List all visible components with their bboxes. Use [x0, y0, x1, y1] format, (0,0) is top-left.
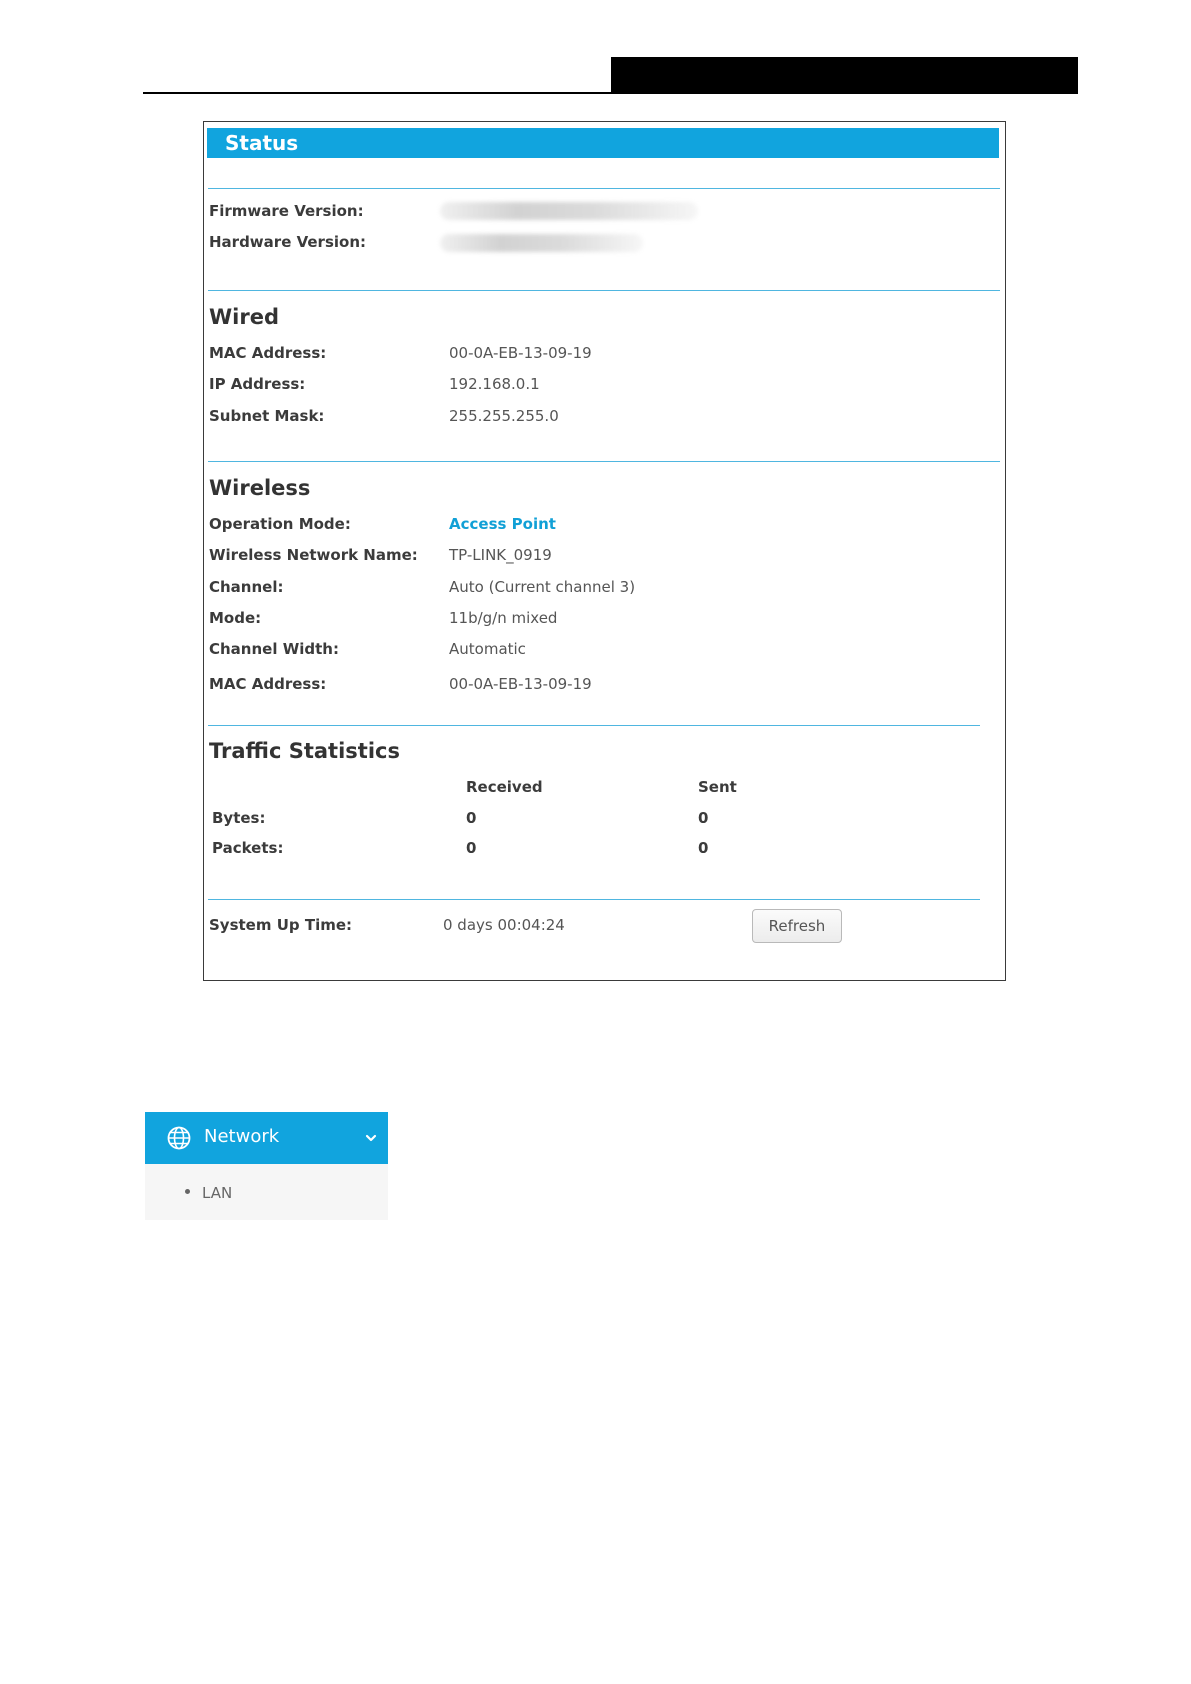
wired-ip-value: 192.168.0.1 [449, 375, 540, 393]
wired-ip-label: IP Address: [209, 375, 306, 393]
traffic-bytes-received: 0 [466, 809, 477, 827]
wired-subnet-label: Subnet Mask: [209, 407, 325, 425]
network-menu-header[interactable] [145, 1112, 388, 1164]
traffic-packets-sent: 0 [698, 839, 709, 857]
status-header [207, 128, 999, 158]
wireless-mac-label: MAC Address: [209, 675, 327, 693]
traffic-row-label: Packets: [212, 839, 284, 857]
channel-width-value: Automatic [449, 640, 526, 658]
traffic-row-label: Bytes: [212, 809, 266, 827]
wired-mac-label: MAC Address: [209, 344, 327, 362]
submenu-item-label: LAN [202, 1184, 233, 1202]
channel-width-label: Channel Width: [209, 640, 339, 658]
traffic-received-header: Received [466, 778, 543, 796]
hardware-version-value-redacted [440, 234, 643, 252]
traffic-sent-header: Sent [698, 778, 737, 796]
wired-subnet-value: 255.255.255.0 [449, 407, 559, 425]
bullet-icon [185, 1189, 190, 1194]
divider [208, 188, 1000, 189]
status-title: Status [225, 131, 299, 155]
hardware-version-label: Hardware Version: [209, 233, 366, 251]
wired-section-title: Wired [209, 305, 279, 329]
network-menu-label: Network [204, 1126, 280, 1147]
system-up-time-value: 0 days 00:04:24 [443, 916, 565, 934]
divider [208, 725, 980, 726]
status-panel [203, 121, 1006, 981]
divider [208, 899, 980, 900]
firmware-version-label: Firmware Version: [209, 202, 364, 220]
mode-label: Mode: [209, 609, 262, 627]
refresh-button[interactable]: Refresh [752, 909, 842, 943]
traffic-bytes-sent: 0 [698, 809, 709, 827]
divider [208, 290, 1000, 291]
wireless-network-name-label: Wireless Network Name: [209, 546, 418, 564]
traffic-statistics-title: Traffic Statistics [209, 739, 400, 763]
system-up-time-label: System Up Time: [209, 916, 353, 934]
divider [208, 461, 1000, 462]
document-header-bar [611, 57, 1078, 93]
channel-value: Auto (Current channel 3) [449, 578, 636, 596]
operation-mode-label: Operation Mode: [209, 515, 351, 533]
chevron-down-icon [364, 1131, 378, 1145]
document-header-rule [143, 92, 1078, 94]
submenu-item-lan[interactable] [185, 1184, 232, 1202]
wireless-network-name-value: TP-LINK_0919 [449, 546, 552, 564]
wireless-section-title: Wireless [209, 476, 311, 500]
mode-value: 11b/g/n mixed [449, 609, 558, 627]
channel-label: Channel: [209, 578, 284, 596]
globe-icon [167, 1126, 191, 1150]
wireless-mac-value: 00-0A-EB-13-09-19 [449, 675, 592, 693]
traffic-packets-received: 0 [466, 839, 477, 857]
firmware-version-value-redacted [440, 202, 698, 220]
operation-mode-value: Access Point [449, 515, 556, 533]
wired-mac-value: 00-0A-EB-13-09-19 [449, 344, 592, 362]
network-menu [145, 1112, 388, 1220]
